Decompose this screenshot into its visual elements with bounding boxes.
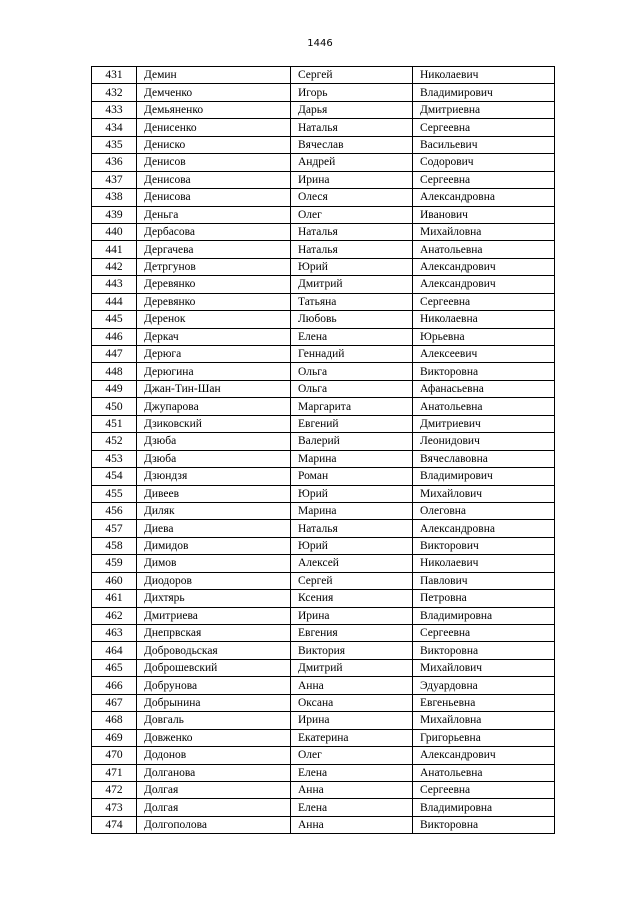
- table-row: [92, 520, 555, 537]
- patronymic-cell: Анатольевна: [413, 764, 555, 781]
- row-number-cell: 439: [92, 206, 137, 223]
- row-number-cell: 437: [92, 171, 137, 188]
- patronymic-cell: Сергеевна: [413, 293, 555, 310]
- table-row: [92, 84, 555, 101]
- last-name-cell: Дзюба: [137, 433, 291, 450]
- patronymic-cell: Васильевич: [413, 136, 555, 153]
- table-row: [92, 502, 555, 519]
- row-number-cell: 432: [92, 84, 137, 101]
- row-number-cell: 472: [92, 781, 137, 798]
- last-name-cell: Деревянко: [137, 276, 291, 293]
- patronymic-cell: Александрович: [413, 747, 555, 764]
- row-number-cell: 452: [92, 433, 137, 450]
- last-name-cell: Джупарова: [137, 398, 291, 415]
- last-name-cell: Днепрвская: [137, 625, 291, 642]
- row-number-cell: 446: [92, 328, 137, 345]
- first-name-cell: Елена: [291, 799, 413, 816]
- table-row: [92, 694, 555, 711]
- last-name-cell: Денисова: [137, 189, 291, 206]
- row-number-cell: 450: [92, 398, 137, 415]
- first-name-cell: Елена: [291, 328, 413, 345]
- row-number-cell: 436: [92, 154, 137, 171]
- patronymic-cell: Сергеевна: [413, 781, 555, 798]
- row-number-cell: 435: [92, 136, 137, 153]
- last-name-cell: Димидов: [137, 537, 291, 554]
- table-row: [92, 590, 555, 607]
- row-number-cell: 431: [92, 67, 137, 84]
- table-row: [92, 537, 555, 554]
- last-name-cell: Дениско: [137, 136, 291, 153]
- row-number-cell: 443: [92, 276, 137, 293]
- last-name-cell: Диодоров: [137, 572, 291, 589]
- row-number-cell: 447: [92, 346, 137, 363]
- first-name-cell: Ольга: [291, 380, 413, 397]
- first-name-cell: Марина: [291, 502, 413, 519]
- first-name-cell: Анна: [291, 677, 413, 694]
- patronymic-cell: Викторовна: [413, 642, 555, 659]
- patronymic-cell: Анатольевна: [413, 241, 555, 258]
- patronymic-cell: Александровна: [413, 520, 555, 537]
- patronymic-cell: Михайловна: [413, 712, 555, 729]
- patronymic-cell: Григорьевна: [413, 729, 555, 746]
- patronymic-cell: Михайловна: [413, 223, 555, 240]
- table-row: [92, 555, 555, 572]
- row-number-cell: 465: [92, 659, 137, 676]
- first-name-cell: Ксения: [291, 590, 413, 607]
- patronymic-cell: Александрович: [413, 276, 555, 293]
- table-row: [92, 276, 555, 293]
- table-row: [92, 415, 555, 432]
- patronymic-cell: Михайлович: [413, 485, 555, 502]
- table-row: [92, 136, 555, 153]
- last-name-cell: Дергачева: [137, 241, 291, 258]
- table-row: [92, 433, 555, 450]
- patronymic-cell: Юрьевна: [413, 328, 555, 345]
- table-row: [92, 677, 555, 694]
- last-name-cell: Денисов: [137, 154, 291, 171]
- first-name-cell: Сергей: [291, 67, 413, 84]
- first-name-cell: Наталья: [291, 119, 413, 136]
- first-name-cell: Ирина: [291, 607, 413, 624]
- row-number-cell: 449: [92, 380, 137, 397]
- table-row: [92, 572, 555, 589]
- row-number-cell: 460: [92, 572, 137, 589]
- row-number-cell: 473: [92, 799, 137, 816]
- patronymic-cell: Дмитриевна: [413, 101, 555, 118]
- last-name-cell: Долгополова: [137, 816, 291, 833]
- table-row: [92, 101, 555, 118]
- table-row: [92, 154, 555, 171]
- table-row: [92, 328, 555, 345]
- first-name-cell: Олеся: [291, 189, 413, 206]
- first-name-cell: Юрий: [291, 537, 413, 554]
- patronymic-cell: Эдуардовна: [413, 677, 555, 694]
- row-number-cell: 441: [92, 241, 137, 258]
- first-name-cell: Екатерина: [291, 729, 413, 746]
- first-name-cell: Ирина: [291, 171, 413, 188]
- row-number-cell: 442: [92, 258, 137, 275]
- row-number-cell: 471: [92, 764, 137, 781]
- patronymic-cell: Михайлович: [413, 659, 555, 676]
- page-number: 1446: [307, 38, 333, 49]
- first-name-cell: Анна: [291, 781, 413, 798]
- patronymic-cell: Сергеевна: [413, 625, 555, 642]
- row-number-cell: 440: [92, 223, 137, 240]
- registry-table-body: [92, 67, 555, 834]
- patronymic-cell: Олеговна: [413, 502, 555, 519]
- table-row: [92, 258, 555, 275]
- patronymic-cell: Евгеньевна: [413, 694, 555, 711]
- first-name-cell: Игорь: [291, 84, 413, 101]
- last-name-cell: Дерюга: [137, 346, 291, 363]
- row-number-cell: 458: [92, 537, 137, 554]
- patronymic-cell: Леонидович: [413, 433, 555, 450]
- registry-table: [91, 66, 555, 834]
- table-row: [92, 189, 555, 206]
- patronymic-cell: Павлович: [413, 572, 555, 589]
- table-row: [92, 380, 555, 397]
- table-row: [92, 799, 555, 816]
- first-name-cell: Елена: [291, 764, 413, 781]
- first-name-cell: Наталья: [291, 223, 413, 240]
- first-name-cell: Юрий: [291, 258, 413, 275]
- row-number-cell: 445: [92, 311, 137, 328]
- row-number-cell: 466: [92, 677, 137, 694]
- last-name-cell: Демьяненко: [137, 101, 291, 118]
- last-name-cell: Дмитриева: [137, 607, 291, 624]
- table-row: [92, 659, 555, 676]
- last-name-cell: Добрунова: [137, 677, 291, 694]
- first-name-cell: Евгений: [291, 415, 413, 432]
- row-number-cell: 454: [92, 468, 137, 485]
- table-row: [92, 119, 555, 136]
- first-name-cell: Юрий: [291, 485, 413, 502]
- first-name-cell: Алексей: [291, 555, 413, 572]
- row-number-cell: 461: [92, 590, 137, 607]
- row-number-cell: 459: [92, 555, 137, 572]
- first-name-cell: Роман: [291, 468, 413, 485]
- table-row: [92, 241, 555, 258]
- row-number-cell: 433: [92, 101, 137, 118]
- patronymic-cell: Сергеевна: [413, 171, 555, 188]
- table-row: [92, 781, 555, 798]
- last-name-cell: Денисенко: [137, 119, 291, 136]
- first-name-cell: Марина: [291, 450, 413, 467]
- patronymic-cell: Вячеславовна: [413, 450, 555, 467]
- first-name-cell: Ольга: [291, 363, 413, 380]
- last-name-cell: Детргунов: [137, 258, 291, 275]
- last-name-cell: Добрынина: [137, 694, 291, 711]
- first-name-cell: Евгения: [291, 625, 413, 642]
- first-name-cell: Наталья: [291, 241, 413, 258]
- table-row: [92, 625, 555, 642]
- row-number-cell: 448: [92, 363, 137, 380]
- last-name-cell: Демченко: [137, 84, 291, 101]
- last-name-cell: Дерюгина: [137, 363, 291, 380]
- row-number-cell: 462: [92, 607, 137, 624]
- last-name-cell: Диева: [137, 520, 291, 537]
- row-number-cell: 470: [92, 747, 137, 764]
- last-name-cell: Деренок: [137, 311, 291, 328]
- last-name-cell: Дзюба: [137, 450, 291, 467]
- first-name-cell: Виктория: [291, 642, 413, 659]
- first-name-cell: Андрей: [291, 154, 413, 171]
- last-name-cell: Долганова: [137, 764, 291, 781]
- last-name-cell: Дзиковский: [137, 415, 291, 432]
- patronymic-cell: Иванович: [413, 206, 555, 223]
- row-number-cell: 457: [92, 520, 137, 537]
- patronymic-cell: Сергеевна: [413, 119, 555, 136]
- patronymic-cell: Содорович: [413, 154, 555, 171]
- table-row: [92, 293, 555, 310]
- first-name-cell: Маргарита: [291, 398, 413, 415]
- last-name-cell: Дербасова: [137, 223, 291, 240]
- last-name-cell: Димов: [137, 555, 291, 572]
- patronymic-cell: Петровна: [413, 590, 555, 607]
- table-row: [92, 712, 555, 729]
- patronymic-cell: Владимирович: [413, 84, 555, 101]
- last-name-cell: Деркач: [137, 328, 291, 345]
- patronymic-cell: Николаевич: [413, 555, 555, 572]
- last-name-cell: Доброшевский: [137, 659, 291, 676]
- first-name-cell: Ирина: [291, 712, 413, 729]
- first-name-cell: Валерий: [291, 433, 413, 450]
- last-name-cell: Долгая: [137, 781, 291, 798]
- patronymic-cell: Викторовна: [413, 363, 555, 380]
- patronymic-cell: Александровна: [413, 189, 555, 206]
- table-row: [92, 223, 555, 240]
- table-row: [92, 816, 555, 833]
- table-row: [92, 346, 555, 363]
- row-number-cell: 451: [92, 415, 137, 432]
- table-row: [92, 747, 555, 764]
- patronymic-cell: Викторовна: [413, 816, 555, 833]
- row-number-cell: 453: [92, 450, 137, 467]
- last-name-cell: Довженко: [137, 729, 291, 746]
- row-number-cell: 438: [92, 189, 137, 206]
- patronymic-cell: Дмитриевич: [413, 415, 555, 432]
- row-number-cell: 467: [92, 694, 137, 711]
- patronymic-cell: Алексеевич: [413, 346, 555, 363]
- table-row: [92, 729, 555, 746]
- first-name-cell: Олег: [291, 206, 413, 223]
- last-name-cell: Дзюндзя: [137, 468, 291, 485]
- first-name-cell: Геннадий: [291, 346, 413, 363]
- row-number-cell: 474: [92, 816, 137, 833]
- first-name-cell: Анна: [291, 816, 413, 833]
- row-number-cell: 434: [92, 119, 137, 136]
- row-number-cell: 455: [92, 485, 137, 502]
- patronymic-cell: Викторович: [413, 537, 555, 554]
- first-name-cell: Татьяна: [291, 293, 413, 310]
- last-name-cell: Деньга: [137, 206, 291, 223]
- table-row: [92, 398, 555, 415]
- patronymic-cell: Владимирович: [413, 468, 555, 485]
- last-name-cell: Дивеев: [137, 485, 291, 502]
- first-name-cell: Дмитрий: [291, 659, 413, 676]
- patronymic-cell: Владимировна: [413, 799, 555, 816]
- first-name-cell: Дмитрий: [291, 276, 413, 293]
- table-row: [92, 67, 555, 84]
- last-name-cell: Деревянко: [137, 293, 291, 310]
- row-number-cell: 469: [92, 729, 137, 746]
- patronymic-cell: Владимировна: [413, 607, 555, 624]
- first-name-cell: Любовь: [291, 311, 413, 328]
- last-name-cell: Диляк: [137, 502, 291, 519]
- last-name-cell: Дихтярь: [137, 590, 291, 607]
- first-name-cell: Вячеслав: [291, 136, 413, 153]
- table-row: [92, 450, 555, 467]
- last-name-cell: Довгаль: [137, 712, 291, 729]
- table-row: [92, 468, 555, 485]
- table-row: [92, 607, 555, 624]
- row-number-cell: 464: [92, 642, 137, 659]
- table-row: [92, 485, 555, 502]
- patronymic-cell: Николаевич: [413, 67, 555, 84]
- last-name-cell: Демин: [137, 67, 291, 84]
- table-row: [92, 206, 555, 223]
- table-row: [92, 311, 555, 328]
- table-row: [92, 363, 555, 380]
- table-row: [92, 764, 555, 781]
- first-name-cell: Наталья: [291, 520, 413, 537]
- last-name-cell: Доброводьская: [137, 642, 291, 659]
- table-row: [92, 642, 555, 659]
- patronymic-cell: Александрович: [413, 258, 555, 275]
- row-number-cell: 456: [92, 502, 137, 519]
- last-name-cell: Джан-Тин-Шан: [137, 380, 291, 397]
- last-name-cell: Денисова: [137, 171, 291, 188]
- row-number-cell: 444: [92, 293, 137, 310]
- first-name-cell: Олег: [291, 747, 413, 764]
- first-name-cell: Оксана: [291, 694, 413, 711]
- last-name-cell: Додонов: [137, 747, 291, 764]
- row-number-cell: 468: [92, 712, 137, 729]
- patronymic-cell: Анатольевна: [413, 398, 555, 415]
- last-name-cell: Долгая: [137, 799, 291, 816]
- table-row: [92, 171, 555, 188]
- patronymic-cell: Афанасьевна: [413, 380, 555, 397]
- patronymic-cell: Николаевна: [413, 311, 555, 328]
- first-name-cell: Сергей: [291, 572, 413, 589]
- row-number-cell: 463: [92, 625, 137, 642]
- first-name-cell: Дарья: [291, 101, 413, 118]
